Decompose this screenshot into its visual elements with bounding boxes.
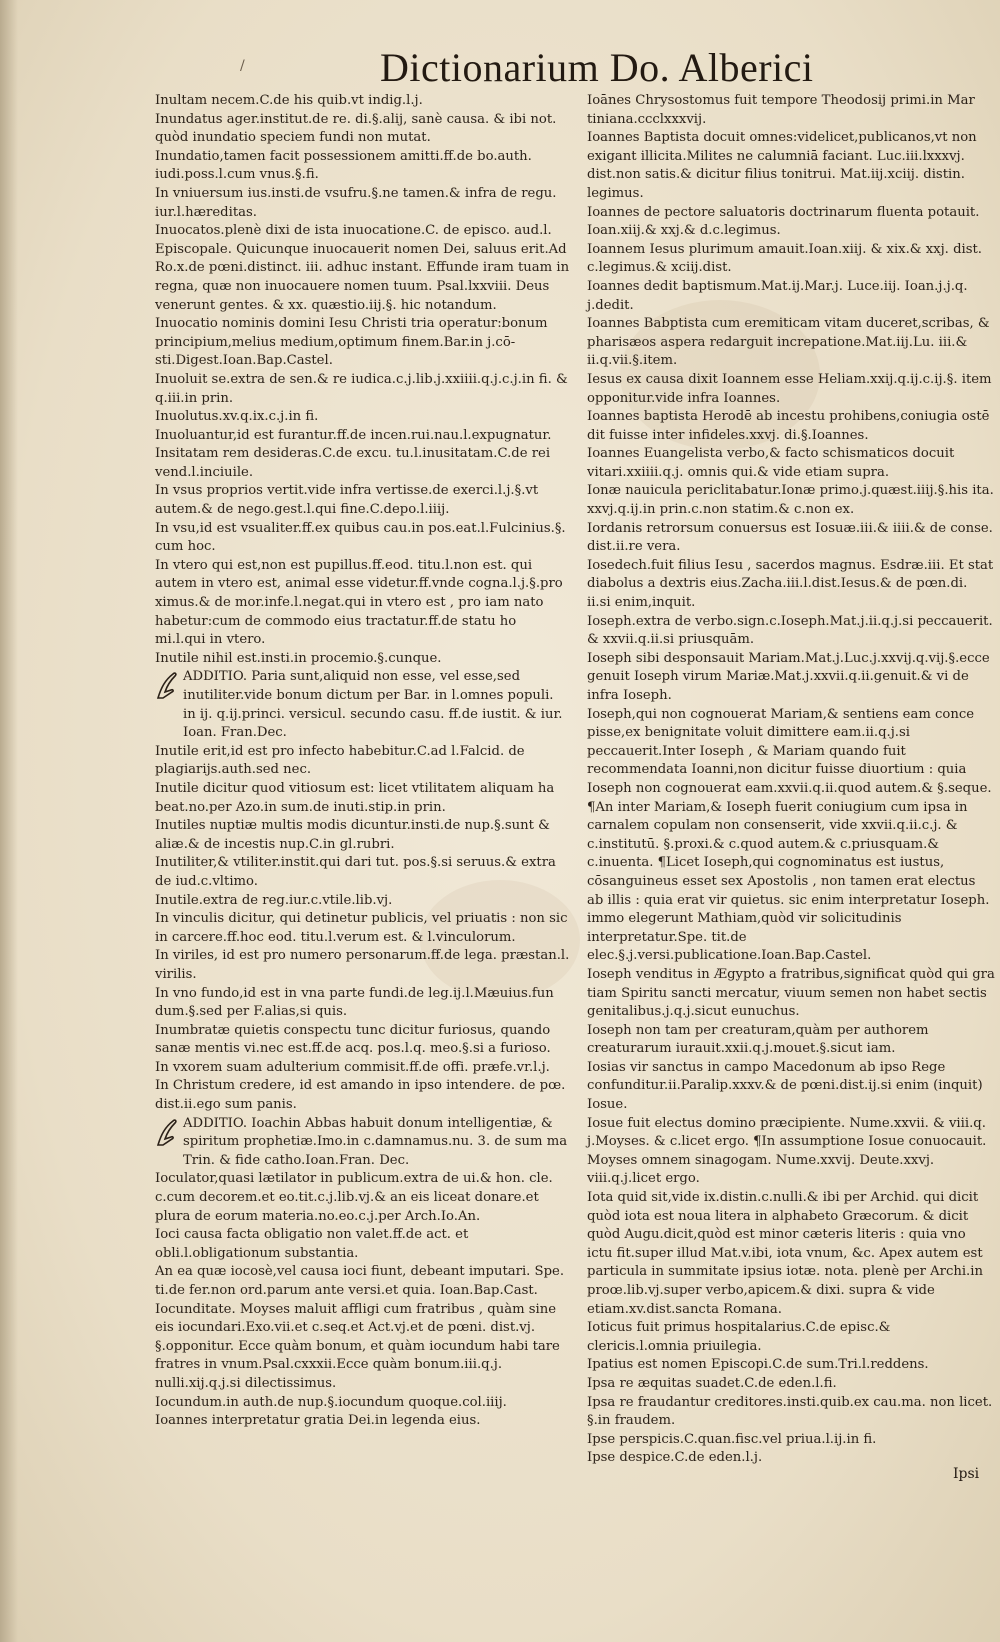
entry-text: Ioseph,qui non cognouerat Mariam,& sentiens eam conce pisse,ex benignitate voluit dimittere eam.ii.q.j.si peccauerit.Inter Ioseph , & Mariam quando fuit recommendata Ioanni,non dicitur fuisse diuortium : quia Ioseph non cognouerat eam.xxvii.q.ii.quod autem.& §.seque. ¶An inter Mariam,& Ioseph fuerit coniugium cum ipsa in carnalem copulam non consenserit, vide xxvii.q.ii.c.j. & c.institutū. §.proxi.& c.quod autem.& c.priusquam.& c.inuenta. ¶Licet Ioseph,qui cognominatus est iustus, cōsanguineus esset sex Apostolis , non tamen erat electus ab illis : quia erat vir quietus. sic enim interpretatur Ioseph. immo elegerunt Mathiam,quòd vir solicitudinis interpretatur.Spe. tit.de elec.§.j.versi.publicatione.Ioan.Bap.Castel. bbox=[587, 706, 992, 964]
entry-text: In vniuersum ius.insti.de vsufru.§.ne tamen.& infra de regu. iur.l.hæreditas. bbox=[155, 185, 557, 220]
entry-text: Ioticus fuit primus hospitalarius.C.de episc.& clericis.l.omnia priuilegia. bbox=[587, 1320, 891, 1354]
entry-text: Ioannes interpretatur gratia Dei.in legenda eius. bbox=[155, 1413, 481, 1429]
entry-text: Iosedech.fuit filius Iesu , sacerdos magnus. Esdræ.iii. Et stat diabolus a dextris eius.Zacha.iii.l.dist.Iesus.& de pœn.di. ii.si enim,inquit. bbox=[587, 557, 994, 611]
dictionary-entry bbox=[587, 1319, 995, 1356]
entry-text: Ioseph non tam per creaturam,quàm per authorem creaturarum iurauit.xxii.q.j.mouet.§.sicut iam. bbox=[587, 1022, 929, 1057]
entry-text: Inuoluit se.extra de sen.& re iudica.c.j.lib.j.xxiiii.q.j.c.j.in fi. & q.iii.in prin. bbox=[155, 371, 568, 406]
entry-text: Ioannes baptista Herodē ab incestu prohibens,coniugia ostē dit fuisse inter infideles.xxvj. di.§.Ioannes. bbox=[587, 409, 990, 443]
entry-text: Ionæ nauicula periclitabatur.Ionæ primo.j.quæst.iiij.§.his ita. xxvj.q.ij.in prin.c.non statim.& c.non ex. bbox=[587, 483, 994, 518]
dictionary-entry bbox=[587, 92, 995, 129]
dictionary-entry bbox=[155, 1394, 570, 1413]
entry-text: Ioannem Iesus plurimum amauit.Ioan.xiij. & xix.& xxj. dist. c.legimus.& xciij.dist. bbox=[587, 241, 982, 276]
dictionary-entry bbox=[155, 445, 570, 482]
entry-text: Inutiles nuptiæ multis modis dicuntur.insti.de nup.§.sunt & aliæ.& de incestis nup.C.in gl.rubri. bbox=[155, 818, 550, 852]
entry-text: In vinculis dicitur, qui detinetur publicis, vel priuatis : non sic in carcere.ff.hoc eod. titu.l.verum est. & l.vinculorum. bbox=[155, 911, 568, 945]
dictionary-entry bbox=[587, 706, 995, 966]
dictionary-entry bbox=[155, 371, 570, 408]
entry-text: In vno fundo,id est in vna parte fundi.de leg.ij.l.Mæuius.fun dum.§.sed per F.alias,si quis. bbox=[155, 985, 554, 1020]
entry-text: Inuocatio nominis domini Iesu Christi tria operatur:bonum principium,melius medium,optimum finem.Bar.in j.cō-sti.Digest.Ioan.Bap.Castel. bbox=[155, 316, 548, 369]
entry-text: Insitatam rem desideras.C.de excu. tu.l.inusitatam.C.de rei vend.l.inciuile. bbox=[155, 446, 551, 480]
dictionary-entry bbox=[587, 613, 995, 650]
dictionary-entry bbox=[587, 408, 995, 445]
dictionary-entry bbox=[155, 650, 570, 669]
entry-text: In vsu,id est vsualiter.ff.ex quibus cau.in pos.eat.l.Fulcinius.§. cum hoc. bbox=[155, 520, 566, 555]
dictionary-entry bbox=[155, 1115, 570, 1171]
entry-text: Ipse perspicis.C.quan.fisc.vel priua.l.ij.in fi. bbox=[587, 1431, 877, 1447]
entry-text: In Christum credere, id est amando in ipso intendere. de pœ. dist.ii.ego sum panis. bbox=[155, 1078, 566, 1113]
dictionary-entry bbox=[155, 520, 570, 557]
entry-text: Iesus ex causa dixit Ioannem esse Heliam.xxij.q.ij.c.ij.§. item opponitur.vide infra Ioannes. bbox=[587, 371, 992, 406]
running-head-title: Dictionarium Do. Alberici bbox=[380, 45, 814, 90]
dictionary-entry bbox=[155, 817, 570, 854]
entry-text: Inutiliter,& vtiliter.instit.qui dari tut. pos.§.si seruus.& extra de iud.c.vltimo. bbox=[155, 855, 556, 889]
dictionary-entry bbox=[587, 1189, 995, 1319]
dictionary-entry bbox=[587, 129, 995, 203]
dictionary-entry bbox=[155, 1170, 570, 1226]
dictionary-entry bbox=[155, 1301, 570, 1394]
dictionary-entry bbox=[155, 1263, 570, 1300]
dictionary-entry bbox=[155, 985, 570, 1022]
dictionary-entry bbox=[155, 185, 570, 222]
dictionary-entry bbox=[587, 278, 995, 315]
entry-text: Iosias vir sanctus in campo Macedonum ab ipso Rege confunditur.ii.Paralip.xxxv.& de pœni.dist.ij.si enim (inquit) Iosue. bbox=[587, 1059, 983, 1113]
entry-text: Ioseph sibi desponsauit Mariam.Mat.j.Luc.j.xxvij.q.vij.§.ecce genuit Ioseph virum Mariæ.Mat.j.xxvii.q.ii.genuit.& vi de infra Ioseph. bbox=[587, 650, 990, 703]
dictionary-entry bbox=[587, 1431, 995, 1450]
entry-text: Ipatius est nomen Episcopi.C.de sum.Tri.l.reddens. bbox=[587, 1357, 929, 1373]
entry-text: Ipsa re æquitas suadet.C.de eden.l.fi. bbox=[587, 1375, 837, 1391]
dictionary-entry bbox=[155, 947, 570, 984]
dictionary-entry bbox=[155, 780, 570, 817]
dictionary-entry bbox=[587, 966, 995, 1022]
dictionary-entry bbox=[587, 1375, 995, 1394]
entry-text: Ioseph.extra de verbo.sign.c.Ioseph.Mat.j.ii.q.j.si peccauerit. & xxvii.q.ii.si priusquām. bbox=[587, 613, 993, 648]
dictionary-entry bbox=[587, 1449, 995, 1468]
dictionary-entry bbox=[587, 1115, 995, 1189]
dictionary-entry bbox=[155, 482, 570, 519]
dictionary-entry bbox=[155, 1226, 570, 1263]
entry-text: Inutile dicitur quod vitiosum est: licet vtilitatem aliquam ha beat.no.per Azo.in sum.de inuti.stip.in prin. bbox=[155, 780, 555, 815]
entry-text: Iosue fuit electus domino præcipiente. Nume.xxvii. & viii.q. j.Moyses. & c.licet ergo. ¶In assumptione Iosue conuocauit. Moyses omnem sinagogam. Nume.xxvij. Deute.xxvj. viii.q.j.licet ergo. bbox=[587, 1115, 987, 1187]
dictionary-entry bbox=[155, 892, 570, 911]
entry-text: Iocundum.in auth.de nup.§.iocundum quoque.col.iiij. bbox=[155, 1394, 507, 1410]
dictionary-entry bbox=[155, 910, 570, 947]
header-mark: / bbox=[240, 58, 245, 74]
dictionary-entry bbox=[587, 650, 995, 706]
entry-text: In vsus proprios vertit.vide infra vertisse.de exerci.l.j.§.vt autem.& de nego.gest.l.qui fine.C.depo.l.iiij. bbox=[155, 483, 539, 518]
dictionary-entry bbox=[155, 222, 570, 315]
entry-text: Inuolutus.xv.q.ix.c.j.in fi. bbox=[155, 409, 319, 425]
dictionary-entry bbox=[155, 1022, 570, 1059]
entry-text: Inuoluantur,id est furantur.ff.de incen.rui.nau.l.expugnatur. bbox=[155, 427, 552, 443]
dictionary-entry bbox=[587, 445, 995, 482]
dictionary-entry bbox=[587, 1356, 995, 1375]
entry-text: Inuocatos.plenè dixi de ista inuocatione.C. de episco. aud.l. Episcopale. Quicunque inuocauerit nomen Dei, saluus erit.Ad Ro.x.de pœni.distinct. iii. adhuc instant. Effunde iram tuam in regna, quæ non inuocauere nomen tuum. Psal.lxxviii. Deus venerunt gentes. & xx. quæstio.iij.§. hic notandum. bbox=[155, 223, 570, 313]
entry-text: ADDITIO. Paria sunt,aliquid non esse, vel esse,sed inutiliter.vide bonum dictum per Bar. in l.omnes populi. in ij. q.ij.princi. versicul. secundo casu. ff.de iustit. & iur. Ioan. Fran.Dec. bbox=[183, 669, 563, 741]
page-spine-shadow bbox=[0, 0, 18, 1642]
entry-text: Ioannes Baptista docuit omnes:videlicet,publicanos,vt non exigant illicita.Milites ne calumniā faciant. Luc.iii.lxxxvj. dist.non satis.& dicitur filius tonitrui. Mat.iij.xciij. distin. legimus. bbox=[587, 130, 977, 201]
catchword: Ipsi bbox=[953, 1466, 980, 1482]
entry-text: Inumbratæ quietis conspectu tunc dicitur furiosus, quando sanæ mentis vi.nec est.ff.de acq. pos.l.q. meo.§.si a furioso. bbox=[155, 1022, 551, 1057]
entry-text: In vtero qui est,non est pupillus.ff.eod. titu.l.non est. qui autem in vtero est, animal esse videtur.ff.vnde cogna.l.j.§.pro ximus.& de mor.infe.l.negat.qui in vtero est , pro iam nato habetur:cum de commodo eius tractatur.ff.de statu ho mi.l.qui in vtero. bbox=[155, 557, 563, 648]
entry-text: Inundatio,tamen facit possessionem amitti.ff.de bo.auth. iudi.poss.l.cum vnus.§.fi. bbox=[155, 148, 532, 183]
entry-text: Ioculator,quasi lætilator in publicum.extra de ui.& hon. cle. c.cum decorem.et eo.tit.c.j.lib.vj.& an eis liceat donare.et plura de eorum materia.no.eo.c.j.per Arch.Io.An. bbox=[155, 1171, 553, 1224]
dictionary-entry bbox=[587, 520, 995, 557]
entry-text: Ipsa re fraudantur creditores.insti.quib.ex cau.ma. non licet. §.in fraudem. bbox=[587, 1394, 993, 1429]
entry-text: Ioseph venditus in Ægypto a fratribus,significat quòd qui gra tiam Spiritu sancti mercatur, viuum semen non habet sectis genitalibus.j.q.j.sicut eunuchus. bbox=[587, 966, 995, 1020]
entry-text: Ipse despice.C.de eden.l.j. bbox=[587, 1450, 763, 1466]
dictionary-entry bbox=[587, 557, 995, 613]
entry-text: Ioannes Babptista cum eremiticam vitam duceret,scribas, & pharisæos aspera redarguit increpatione.Mat.iij.Lu. iii.& ii.q.vii.§.item. bbox=[587, 316, 990, 369]
entry-text: Iocunditate. Moyses maluit affligi cum fratribus , quàm sine eis iocundari.Exo.vii.et c.seq.et Act.vj.et de pœni. dist.vj. §.opponitur. Ecce quàm bonum, et quàm iocundum habi tare fratres in vnum.Psal.cxxxii.Ecce quàm bonum.iii.q.j. nulli.xij.q.j.si dilectissimus. bbox=[155, 1301, 560, 1391]
dictionary-entry bbox=[587, 371, 995, 408]
dictionary-entry bbox=[587, 1394, 995, 1431]
dictionary-entry bbox=[155, 743, 570, 780]
dictionary-entry bbox=[587, 1022, 995, 1059]
entry-text: Ioannes de pectore saluatoris doctrinarum fluenta potauit. Ioan.xiij.& xxj.& d.c.legimus. bbox=[587, 204, 980, 239]
entry-text: ADDITIO. Ioachin Abbas habuit donum intelligentiæ, & spiritum prophetiæ.Imo.in c.damnamus.nu. 3. de sum ma Trin. & fide catho.Ioan.Fran. Dec. bbox=[183, 1115, 568, 1168]
dictionary-entry bbox=[587, 315, 995, 371]
dictionary-entry bbox=[155, 854, 570, 891]
entry-text: An ea quæ iocosè,vel causa ioci fiunt, debeant imputari. Spe. ti.de fer.non ord.parum ante versi.et quia. Ioan.Bap.Cast. bbox=[155, 1264, 565, 1298]
entry-text: In vxorem suam adulterium commisit.ff.de offi. præfe.vr.l.j. bbox=[155, 1059, 550, 1075]
dictionary-entry bbox=[155, 427, 570, 446]
entry-text: Iota quid sit,vide ix.distin.c.nulli.& ibi per Archid. qui dicit quòd iota est noua litera in alphabeto Græcorum. & dicit quòd Augu.dicit,quòd est minor cæteris literis : quia vno ictu fit.super illud Mat.v.ibi, iota vnum, &c. Apex autem est particula in summitate ipsius iotæ. nota. plenè per Archi.in proœ.lib.vj.super verbo,apicem.& dixi. supra & vide etiam.xv.dist.sancta Romana. bbox=[587, 1190, 983, 1317]
dictionary-entry bbox=[587, 1059, 995, 1115]
entry-text: Inundatus ager.institut.de re. di.§.alij, sanè causa. & ibi not. quòd inundatio speciem fundi non mutat. bbox=[155, 111, 557, 146]
right-column bbox=[587, 92, 995, 1468]
entry-text: Ioannes dedit baptismum.Mat.ij.Mar.j. Luce.iij. Ioan.j.j.q. j.dedit. bbox=[587, 278, 968, 313]
entry-text: In viriles, id est pro numero personarum.ff.de lega. præstan.l. virilis. bbox=[155, 948, 570, 982]
entry-text: Inutile nihil est.insti.in procemio.§.cunque. bbox=[155, 650, 442, 666]
left-column bbox=[155, 92, 570, 1431]
entry-text: Iordanis retrorsum conuersus est Iosuæ.iii.& iiii.& de conse. dist.ii.re vera. bbox=[587, 520, 993, 555]
pointing-hand-icon bbox=[155, 1115, 179, 1151]
entry-text: Ioci causa facta obligatio non valet.ff.de act. et obli.l.obligationum substantia. bbox=[155, 1227, 469, 1261]
dictionary-entry bbox=[155, 408, 570, 427]
dictionary-entry bbox=[155, 1059, 570, 1078]
dictionary-entry bbox=[155, 1077, 570, 1114]
entry-text: Inutile erit,id est pro infecto habebitur.C.ad l.Falcid. de plagiarijs.auth.sed nec. bbox=[155, 743, 525, 778]
dictionary-entry bbox=[155, 557, 570, 650]
dictionary-entry bbox=[587, 204, 995, 241]
dictionary-entry bbox=[155, 111, 570, 148]
entry-text: Inutile.extra de reg.iur.c.vtile.lib.vj. bbox=[155, 892, 393, 908]
dictionary-entry bbox=[155, 315, 570, 371]
dictionary-entry bbox=[587, 482, 995, 519]
dictionary-entry bbox=[155, 668, 570, 742]
pointing-hand-icon bbox=[155, 668, 179, 704]
entry-text: Ioānes Chrysostomus fuit tempore Theodosij primi.in Mar tiniana.ccclxxxvij. bbox=[587, 93, 975, 127]
entry-text: Ioannes Euangelista verbo,& facto schismaticos docuit vitari.xxiiii.q.j. omnis qui.& vide etiam supra. bbox=[587, 446, 955, 480]
dictionary-entry bbox=[155, 1412, 570, 1431]
dictionary-entry bbox=[155, 148, 570, 185]
dictionary-entry bbox=[587, 241, 995, 278]
dictionary-entry bbox=[155, 92, 570, 111]
entry-text: Inultam necem.C.de his quib.vt indig.l.j. bbox=[155, 93, 423, 108]
